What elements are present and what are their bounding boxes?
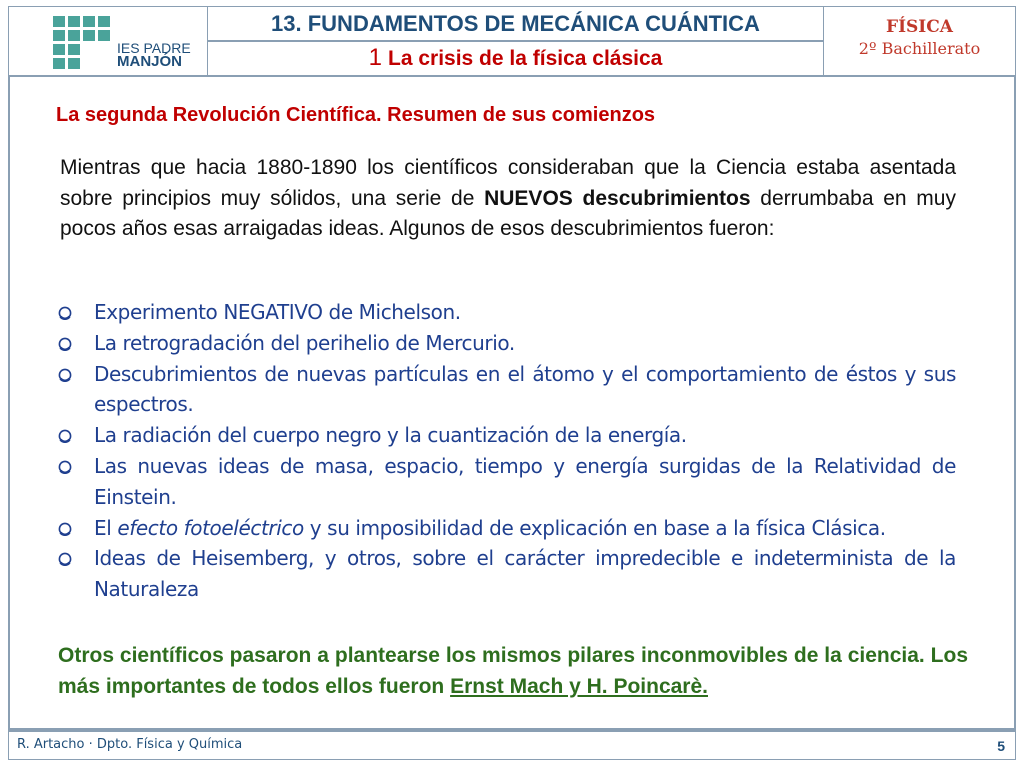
list-item-text: La retrogradación del perihelio de Mercurio. xyxy=(94,330,515,355)
bullet-icon xyxy=(58,460,72,474)
list-item-italic: efecto fotoeléctrico xyxy=(117,515,304,540)
discoveries-list xyxy=(58,297,956,605)
list-item-text: Experimento NEGATIVO de Michelson. xyxy=(94,300,461,324)
title-box xyxy=(208,6,824,76)
slide-footer xyxy=(8,730,1016,760)
intro-bold: NUEVOS descubrimientos xyxy=(484,186,751,210)
closing-names: Ernst Mach y H. Poincarè. xyxy=(450,675,708,698)
list-item-text: Descubrimientos de nuevas partículas en el átomo y el comportamiento de éstos y sus espectros. xyxy=(94,361,956,417)
slide-header xyxy=(8,6,1016,76)
list-item-text-post: y su imposibilidad de explicación en base a la física Clásica. xyxy=(303,515,886,540)
bullet-icon xyxy=(58,522,72,536)
lesson-title: La crisis de la física clásica xyxy=(388,47,663,70)
list-item xyxy=(58,513,956,544)
logo-grid-icon xyxy=(53,16,113,72)
list-item xyxy=(58,297,956,328)
intro-paragraph xyxy=(60,153,956,245)
list-item xyxy=(58,420,956,451)
list-item xyxy=(58,359,956,421)
bullet-icon xyxy=(58,368,72,382)
unit-title: 13. FUNDAMENTOS DE MECÁNICA CUÁNTICA xyxy=(208,6,824,42)
bullet-icon xyxy=(58,337,72,351)
bullet-icon xyxy=(58,306,72,320)
section-title: La segunda Revolución Científica. Resumen de sus comienzos xyxy=(56,104,656,126)
closing-paragraph xyxy=(58,640,968,702)
list-item-text-pre: El xyxy=(94,515,118,540)
lesson-number: 1 xyxy=(368,44,382,71)
course-label: 2º Bachillerato xyxy=(858,39,981,58)
closing-text: Otros científicos pasaron a plantearse los mismos pilares inconmovibles de la ciencia. Los más importantes de todos ellos fueron xyxy=(58,644,968,698)
list-item-text: Las nuevas ideas de masa, espacio, tiempo y energía surgidas de la Relatividad de Einstein. xyxy=(94,453,956,509)
subject-label: FÍSICA xyxy=(886,17,953,37)
footer-author: R. Artacho · Dpto. Física y Química xyxy=(17,737,243,752)
list-item xyxy=(58,328,956,359)
list-item xyxy=(58,451,956,513)
page-number: 5 xyxy=(997,738,1005,754)
intro-part1: Mientras que hacia 1880-1890 los científicos consideraban que la Ciencia estaba asentada sobre principios muy sólidos, una serie de xyxy=(60,156,956,210)
bullet-icon xyxy=(58,552,72,566)
bullet-icon xyxy=(58,429,72,443)
lesson-subtitle xyxy=(208,42,824,76)
logo-line2: MANJÓN xyxy=(117,53,183,70)
list-item xyxy=(58,543,956,605)
list-item-text: Ideas de Heisemberg, y otros, sobre el carácter impredecible e indeterminista de la Naturaleza xyxy=(94,546,956,602)
school-logo xyxy=(8,6,208,76)
intro-part2: derrumbaba en muy pocos años esas arraigadas ideas. Algunos de esos descubrimientos fueron: xyxy=(60,186,956,240)
list-item-text: La radiación del cuerpo negro y la cuantización de la energía. xyxy=(94,423,687,448)
logo-text xyxy=(117,41,191,69)
subject-box xyxy=(824,6,1016,76)
logo-line1: IES PADRE xyxy=(117,40,191,56)
